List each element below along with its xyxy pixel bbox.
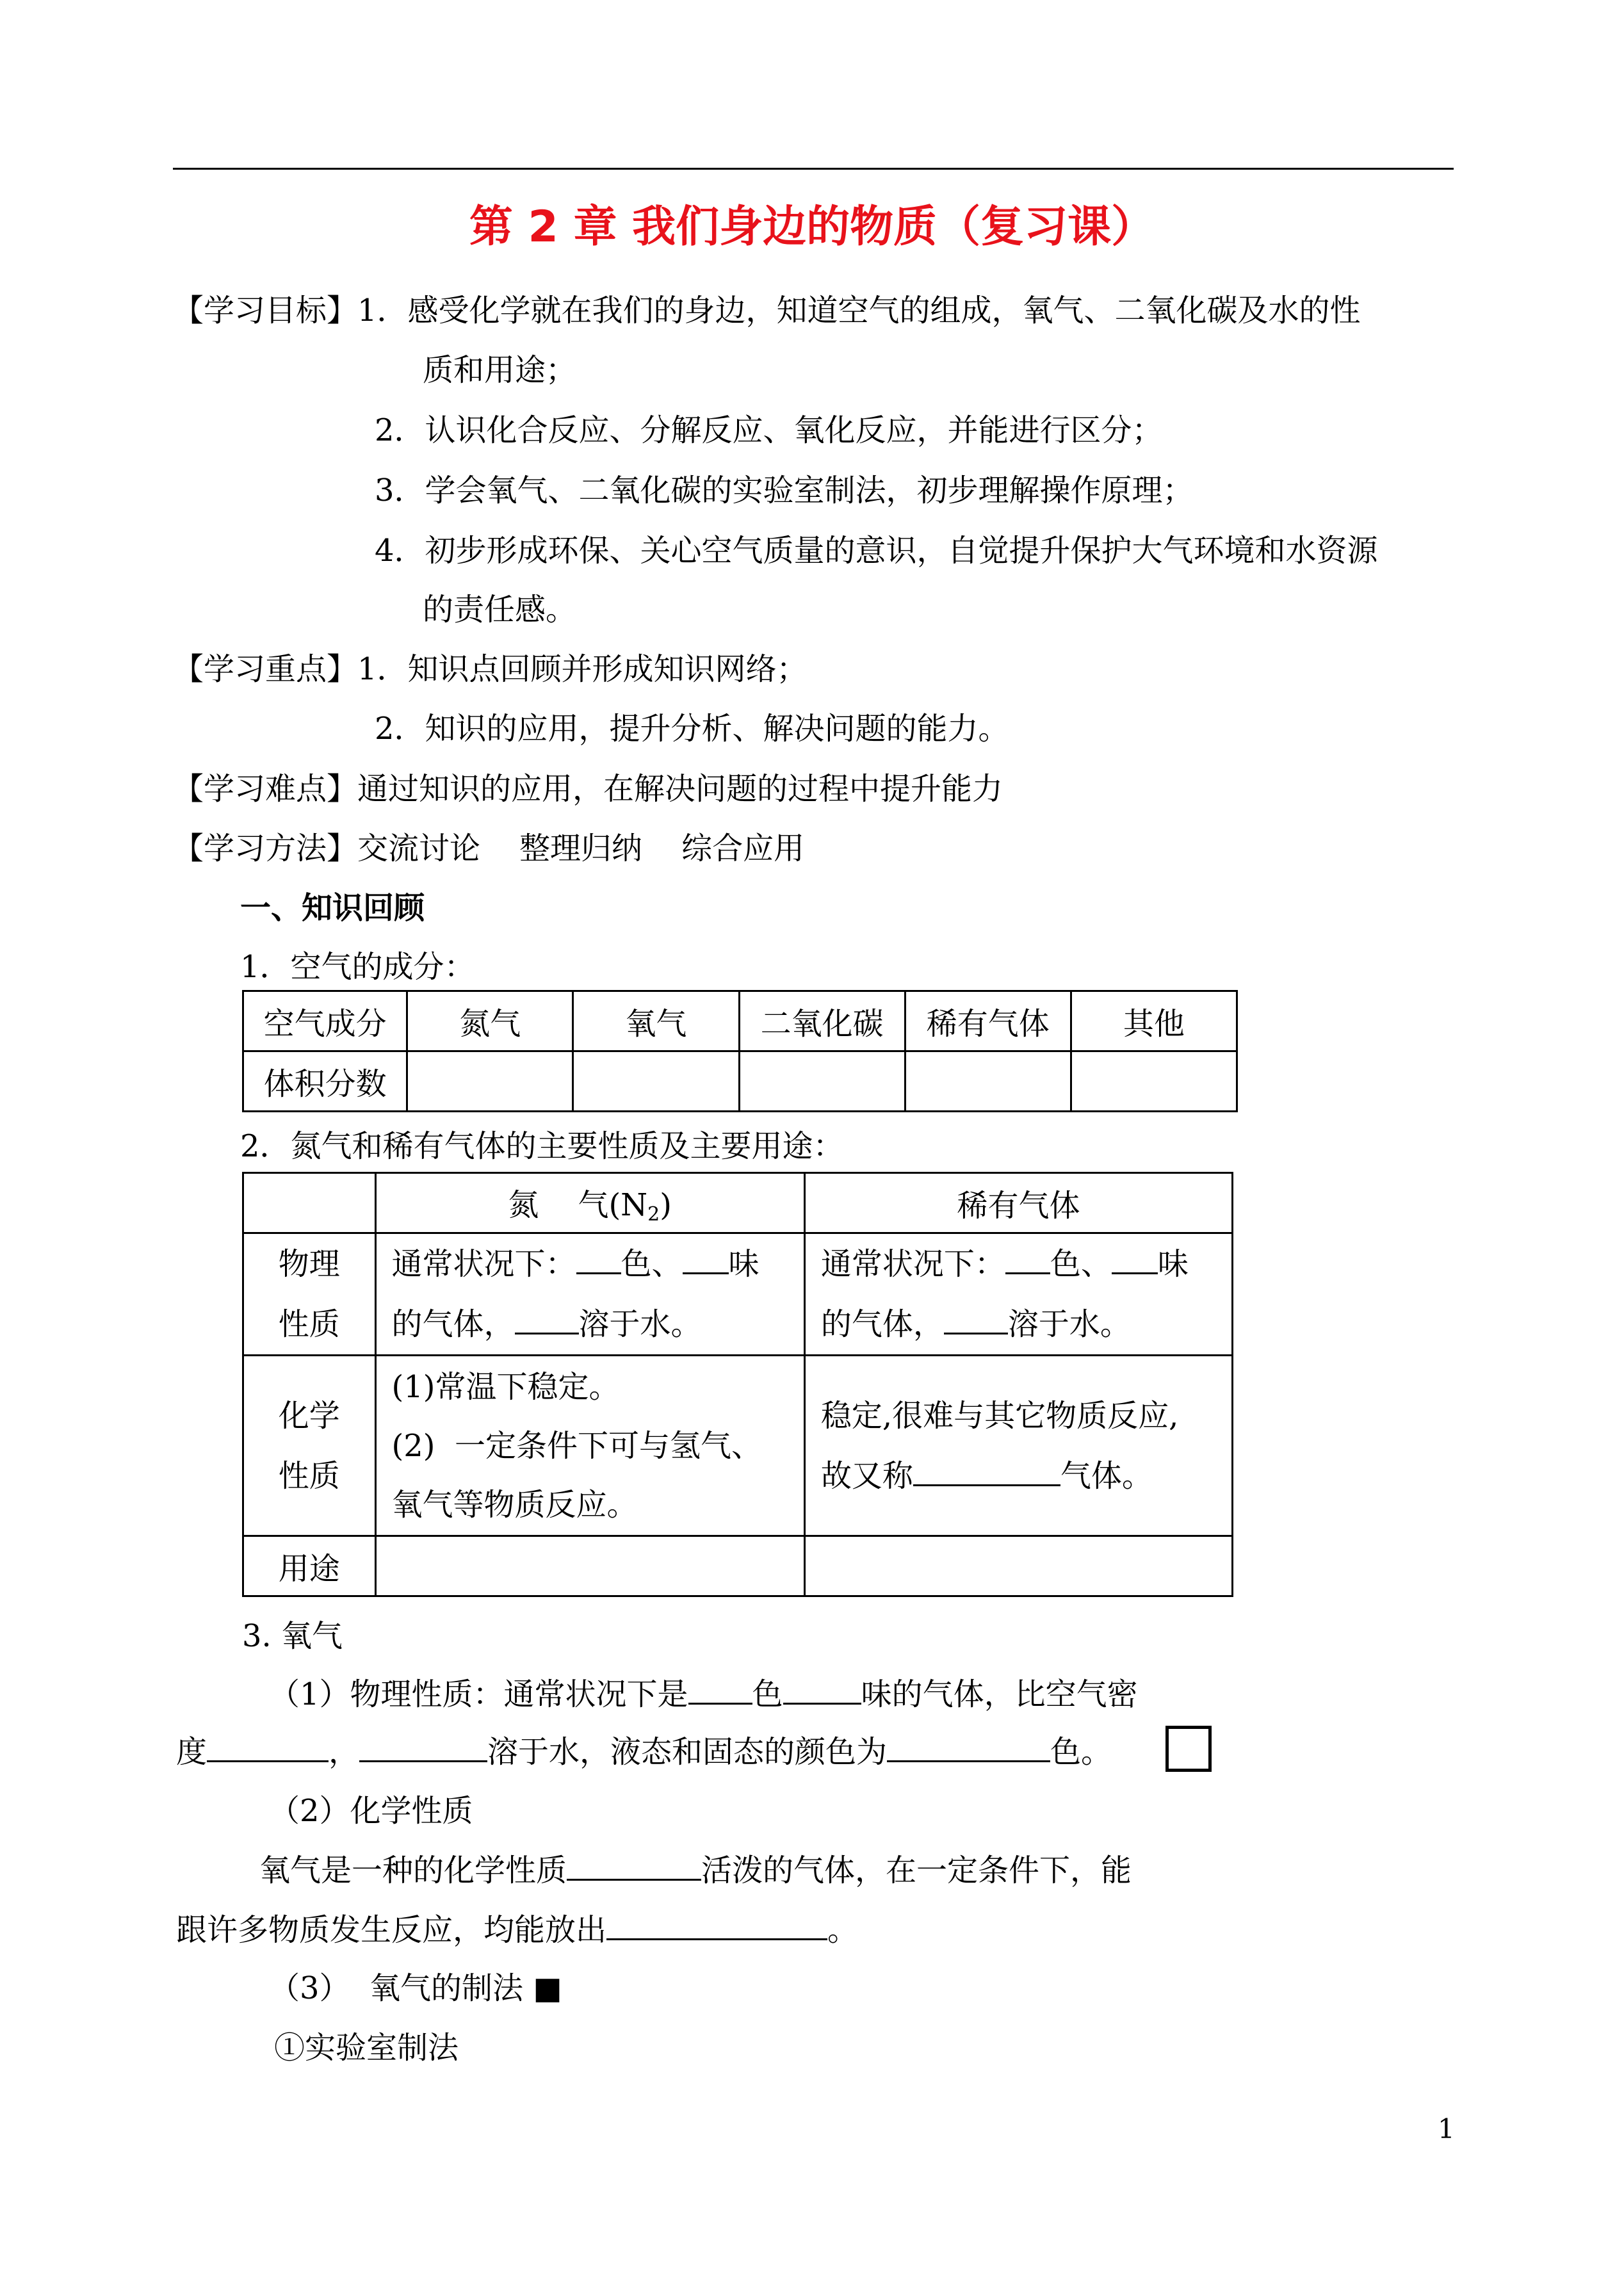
difficulties-label: 【学习难点】 xyxy=(173,771,358,807)
air-table-header: 二氧化碳 xyxy=(739,991,905,1051)
q1-heading: 1．空气的成分： xyxy=(240,949,475,985)
q3-chemical-heading: （2）化学性质 xyxy=(269,1793,473,1829)
q3-physical-line-1: （1）物理性质：通常状况下是 色 味的气体，比空气密 xyxy=(269,1675,1138,1714)
keypoint-2: 2．知识的应用，提升分析、解决问题的能力。 xyxy=(375,711,1009,747)
q3-physical-line-2: 度 ， 溶于水，液态和固态的颜色为 色。 xyxy=(176,1732,1112,1771)
difficulties-line xyxy=(173,770,1003,808)
fill-blank[interactable] xyxy=(207,1732,329,1762)
nitrogen-rare-gas-table xyxy=(242,1172,1233,1597)
row-label-chemical: 化学 性质 xyxy=(243,1356,376,1536)
objective-3: 3．学会氧气、二氧化碳的实验室制法，初步理解操作原理； xyxy=(375,473,1194,508)
air-table-header: 氧气 xyxy=(573,991,739,1051)
col-header-rare-gas: 稀有气体 xyxy=(804,1173,1232,1233)
objective-4: 4．初步形成环保、关心空气质量的意识，自觉提升保护大气环境和水资源 xyxy=(375,533,1378,569)
difficulties-text: 通过知识的应用，在解决问题的过程中提升能力 xyxy=(357,771,1003,807)
fill-blank[interactable] xyxy=(913,1456,1060,1486)
fill-blank[interactable] xyxy=(1112,1244,1158,1274)
fill-blank[interactable] xyxy=(515,1304,579,1334)
air-table-header: 空气成分 xyxy=(243,991,407,1051)
air-composition-table xyxy=(242,990,1238,1112)
air-table-row-label: 体积分数 xyxy=(243,1051,407,1112)
fill-blank[interactable] xyxy=(944,1304,1008,1334)
fill-blank[interactable] xyxy=(606,1910,827,1940)
section-1-heading: 一、知识回顾 xyxy=(240,890,425,926)
air-table-header: 稀有气体 xyxy=(905,991,1071,1051)
air-table-blank-cell[interactable] xyxy=(407,1051,573,1112)
objectives-label: 【学习目标】 xyxy=(173,293,358,328)
fill-blank[interactable] xyxy=(576,1244,621,1274)
page-title: 第 2 章 我们身边的物质（复习课） xyxy=(469,202,1155,252)
nitrogen-physical-cell: 通常状况下： 色、 味 的气体， 溶于水。 xyxy=(375,1233,804,1356)
keypoint-1: 1．知识点回顾并形成知识网络； xyxy=(357,651,808,687)
air-table-header: 其他 xyxy=(1071,991,1237,1051)
air-table-blank-cell[interactable] xyxy=(1071,1051,1237,1112)
q3-chemical-line-2: 跟许多物质发生反应，均能放出 。 xyxy=(176,1910,858,1949)
objective-2: 2．认识化合反应、分解反应、氧化反应，并能进行区分； xyxy=(375,412,1163,448)
methods-label: 【学习方法】 xyxy=(173,831,358,866)
fill-blank[interactable] xyxy=(887,1732,1050,1762)
methods-text: 交流讨论 整理归纳 综合应用 xyxy=(357,831,805,866)
fill-blank[interactable] xyxy=(688,1675,752,1705)
objectives-line-1 xyxy=(173,291,1361,330)
rare-gas-use-cell[interactable] xyxy=(804,1536,1232,1596)
objective-1: 1．感受化学就在我们的身边，知道空气的组成，氧气、二氧化碳及水的性 xyxy=(357,293,1361,328)
q3-heading: 3. 氧气 xyxy=(242,1618,343,1654)
rare-gas-physical-cell: 通常状况下： 色、 味 的气体， 溶于水。 xyxy=(804,1233,1232,1356)
rare-gas-chemical-cell: 稳定,很难与其它物质反应, 故又称 气体。 xyxy=(804,1356,1232,1536)
row-label-use: 用途 xyxy=(243,1536,376,1596)
page-number: 1 xyxy=(1438,2113,1455,2145)
fill-blank[interactable] xyxy=(359,1732,487,1762)
col-header-nitrogen: 氮 气$(N_2)$ xyxy=(375,1173,804,1233)
nitrogen-use-cell[interactable] xyxy=(375,1536,804,1596)
table-corner-cell xyxy=(243,1173,376,1233)
air-table-header: 氮气 xyxy=(407,991,573,1051)
air-table-blank-cell[interactable] xyxy=(573,1051,739,1112)
fill-blank[interactable] xyxy=(1005,1244,1050,1274)
q2-heading: 2．氮气和稀有气体的主要性质及主要用途： xyxy=(240,1128,844,1164)
air-table-blank-cell[interactable] xyxy=(905,1051,1071,1112)
fill-blank[interactable] xyxy=(783,1675,861,1705)
keypoints-line-1 xyxy=(173,650,808,688)
fill-blank[interactable] xyxy=(567,1851,701,1881)
air-table-blank-cell[interactable] xyxy=(739,1051,905,1112)
objective-4-cont: 的责任感。 xyxy=(423,592,577,628)
fill-blank[interactable] xyxy=(683,1244,729,1274)
keypoints-label: 【学习重点】 xyxy=(173,651,358,687)
objective-1-cont: 质和用途； xyxy=(423,352,577,388)
methods-line xyxy=(173,829,804,868)
row-label-physical: 物理 性质 xyxy=(243,1233,376,1356)
q3-lab-method: ①实验室制法 xyxy=(274,2030,459,2066)
q3-preparation-heading: （3） 氧气的制法 ■ xyxy=(269,1970,562,2006)
q3-chemical-line-1: 氧气是一种的化学性质 活泼的气体，在一定条件下，能 xyxy=(259,1851,1132,1890)
nitrogen-chemical-cell: (1)常温下稳定。 (2) 一定条件下可与氢气、 氧气等物质反应。 xyxy=(375,1356,804,1536)
header-rule xyxy=(173,168,1454,170)
answer-checkbox[interactable] xyxy=(1165,1726,1212,1772)
